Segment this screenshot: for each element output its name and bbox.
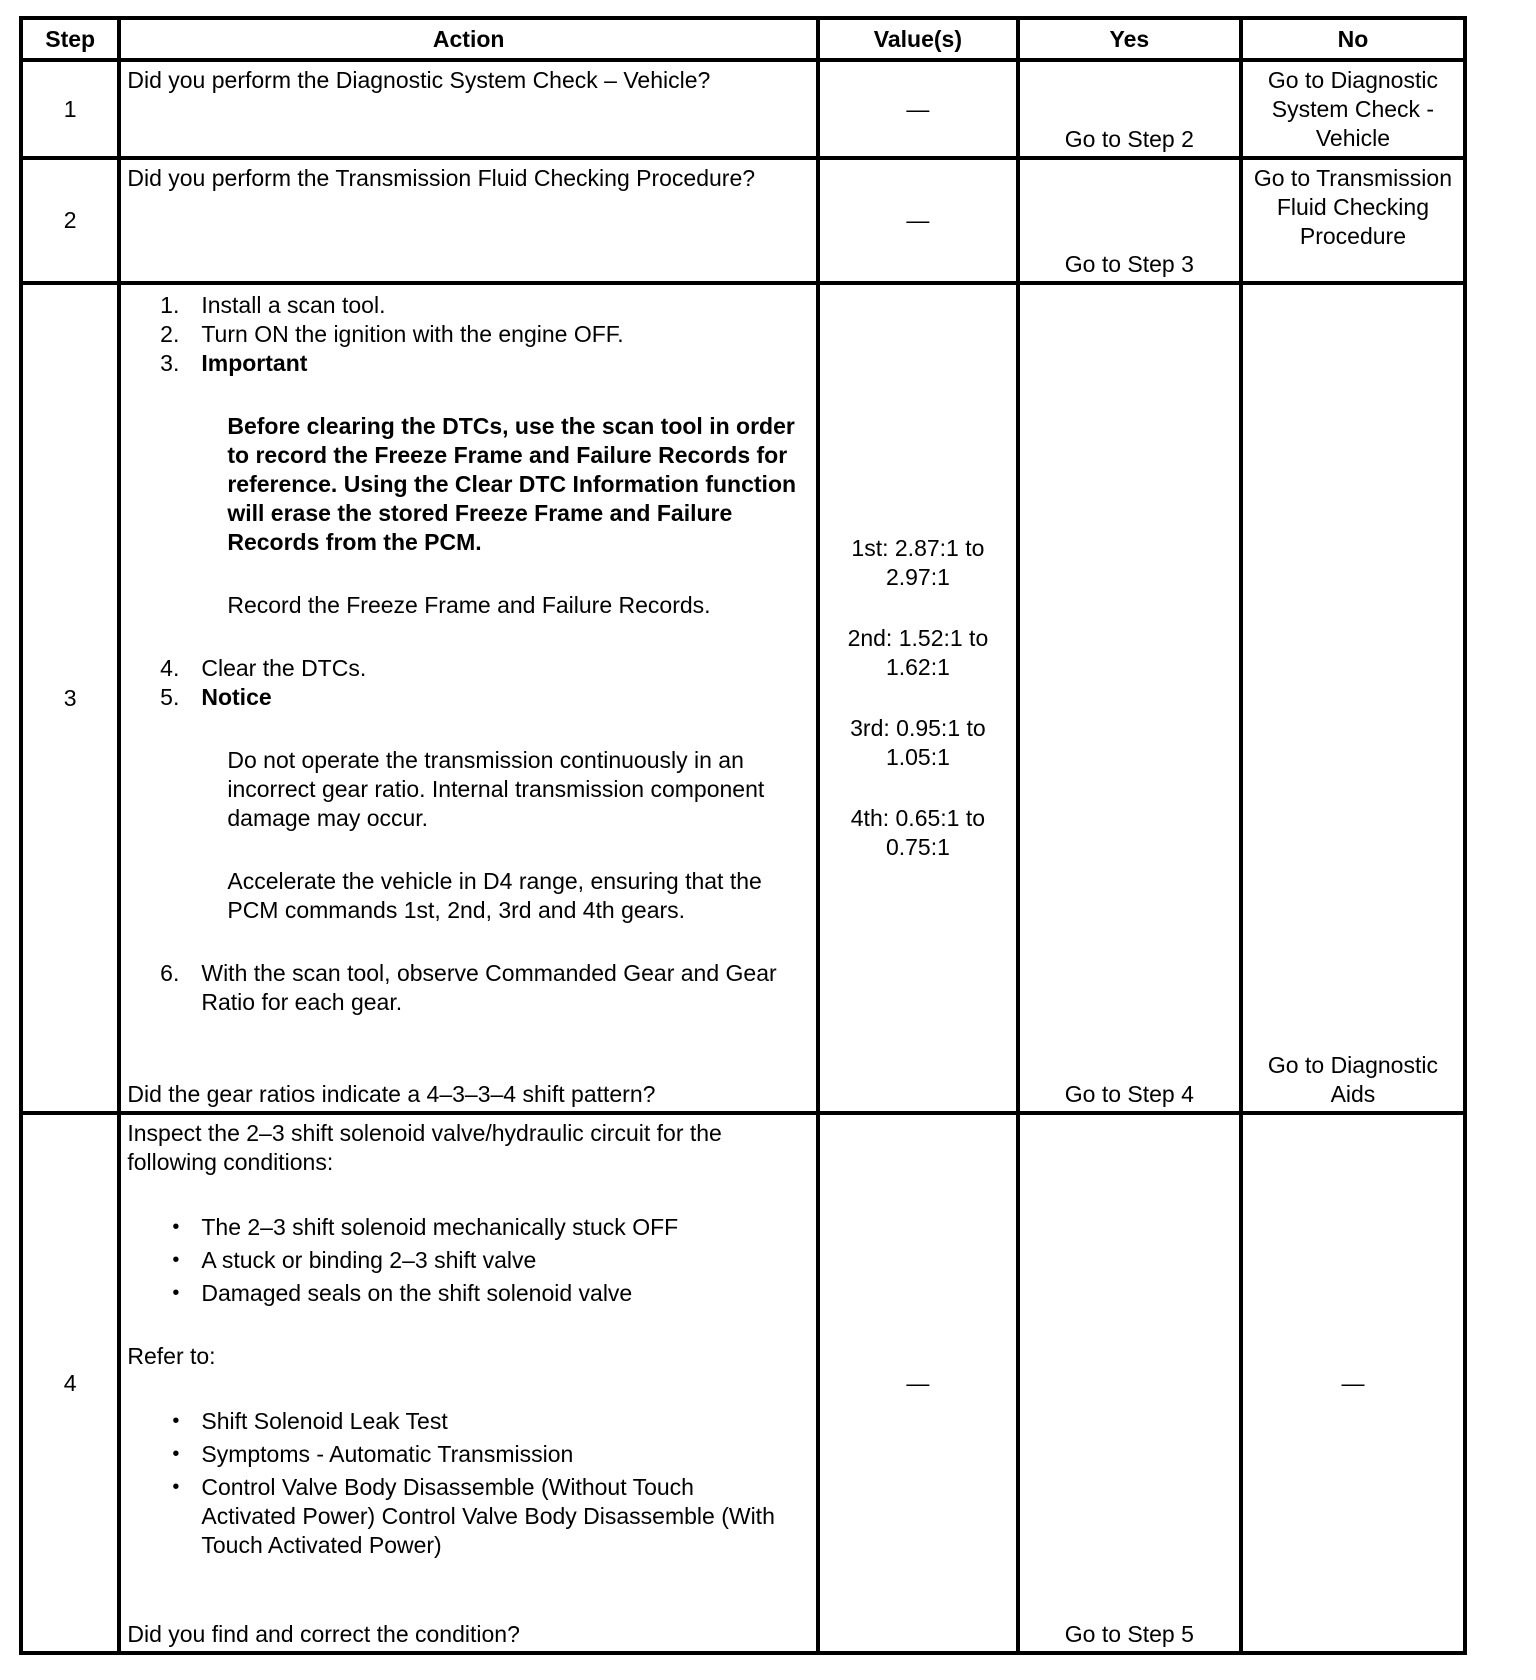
bullet-icon: • [172, 1249, 180, 1271]
no-cell: Go to Transmission Fluid Checking Procedure [1241, 158, 1465, 283]
yes-cell: Go to Step 3 [1018, 158, 1241, 283]
bullet-icon: • [172, 1216, 180, 1238]
gear-ratio-value: 2nd: 1.52:1 to 1.62:1 [847, 625, 989, 680]
notice-note: Do not operate the transmission continuously in an incorrect gear ratio. Internal transmission component damage may occur. [227, 747, 765, 831]
values-cell: — [818, 158, 1018, 283]
list-item: 6. With the scan tool, observe Commanded Gear and Gear Ratio for each gear. [160, 960, 777, 1015]
list-item: • A stuck or binding 2–3 shift valve [127, 1246, 810, 1275]
action-question: Did the gear ratios indicate a 4–3–3–4 shift pattern? [127, 1081, 656, 1107]
accelerate-instruction: Accelerate the vehicle in D4 range, ensuring that the PCM commands 1st, 2nd, 3rd and 4th gears. [227, 868, 762, 923]
header-row [21, 18, 1465, 60]
list-item: 5. Notice [160, 684, 272, 710]
table-row [21, 60, 1465, 158]
record-instruction: Record the Freeze Frame and Failure Records. [227, 592, 711, 618]
list-item: • Damaged seals on the shift solenoid valve [127, 1279, 810, 1308]
action-cell [119, 283, 818, 1113]
list-item: • Shift Solenoid Leak Test [127, 1407, 810, 1436]
action-cell [119, 1113, 818, 1653]
yes-cell: Go to Step 5 [1018, 1113, 1241, 1653]
header-no: No [1241, 18, 1465, 60]
header-yes: Yes [1018, 18, 1241, 60]
action-cell [119, 158, 818, 283]
action-question: Did you find and correct the condition? [127, 1621, 520, 1647]
header-values: Value(s) [818, 18, 1018, 60]
table-row [21, 283, 1465, 1113]
refs-list [127, 1407, 810, 1560]
list-item: • Control Valve Body Disassemble (Without Touch Activated Power) Control Valve Body Disassemble (With Touch Activated Power) [127, 1473, 810, 1560]
step-number: 3 [21, 283, 119, 1113]
bullet-icon: • [172, 1282, 180, 1304]
step-number: 1 [21, 60, 119, 158]
refer-label: Refer to: [127, 1343, 216, 1369]
no-cell: Go to Diagnostic System Check - Vehicle [1241, 60, 1465, 158]
values-cell [818, 283, 1018, 1113]
step-number: 4 [21, 1113, 119, 1653]
table-row [21, 158, 1465, 283]
no-cell: Go to Diagnostic Aids [1241, 283, 1465, 1113]
diagnostic-table [19, 16, 1467, 1655]
table-row [21, 1113, 1465, 1653]
no-cell: — [1241, 1113, 1465, 1653]
list-item: • Symptoms - Automatic Transmission [127, 1440, 810, 1469]
yes-cell: Go to Step 2 [1018, 60, 1241, 158]
list-item: • The 2–3 shift solenoid mechanically stuck OFF [127, 1213, 810, 1242]
list-item: 2. Turn ON the ignition with the engine OFF. [160, 321, 624, 347]
yes-cell: Go to Step 4 [1018, 283, 1241, 1113]
gear-ratio-value: 3rd: 0.95:1 to 1.05:1 [850, 715, 986, 770]
action-intro: Inspect the 2–3 shift solenoid valve/hydraulic circuit for the following conditions: [127, 1120, 722, 1175]
bullet-icon: • [172, 1476, 180, 1498]
gear-ratio-value: 1st: 2.87:1 to 2.97:1 [851, 535, 985, 590]
header-action: Action [119, 18, 818, 60]
action-cell [119, 60, 818, 158]
gear-ratio-value: 4th: 0.65:1 to 0.75:1 [850, 805, 986, 860]
list-item: 1. Install a scan tool. [160, 292, 386, 318]
values-cell: — [818, 1113, 1018, 1653]
action-question: Did you perform the Diagnostic System Check – Vehicle? [127, 67, 711, 93]
bullet-icon: • [172, 1410, 180, 1432]
important-note: Before clearing the DTCs, use the scan tool in order to record the Freeze Frame and Failure Records for reference. Using the Clear DTC Information function will erase the stored Freeze Frame and Failure Records from the PCM. [227, 413, 797, 555]
values-cell: — [818, 60, 1018, 158]
conditions-list [127, 1213, 810, 1308]
list-item: 3. Important [160, 350, 308, 376]
bullet-icon: • [172, 1443, 180, 1465]
list-item: 4. Clear the DTCs. [160, 655, 367, 681]
header-step: Step [21, 18, 119, 60]
step-number: 2 [21, 158, 119, 283]
action-question: Did you perform the Transmission Fluid Checking Procedure? [127, 165, 756, 191]
